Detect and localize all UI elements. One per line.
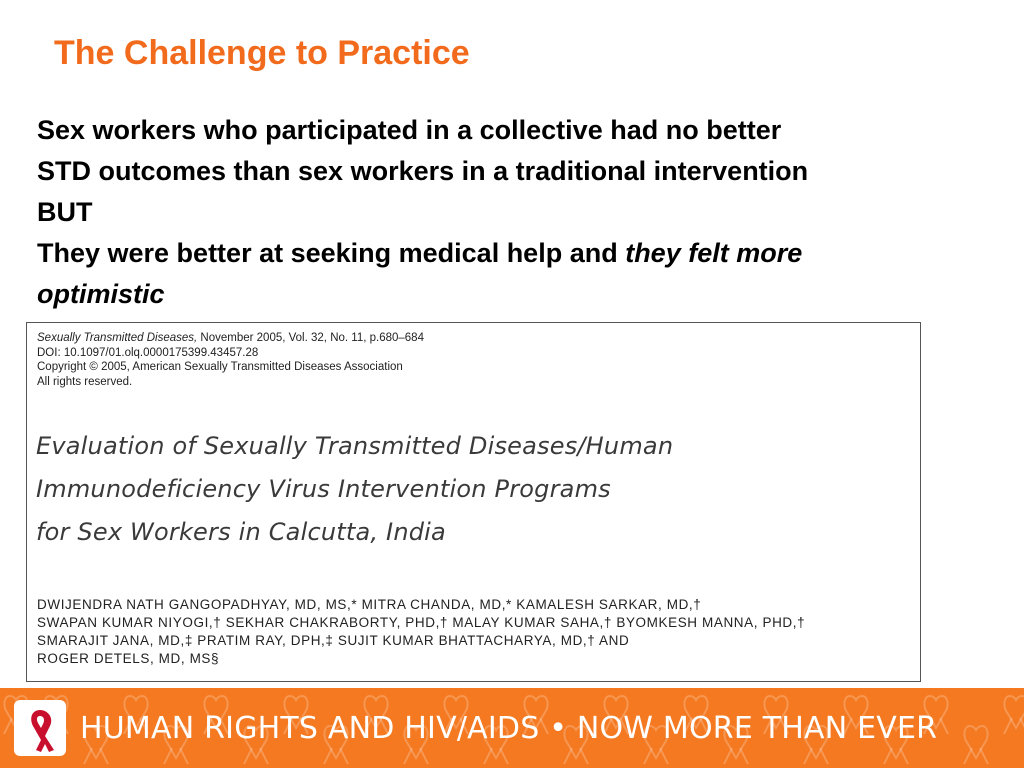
citation-journal: Sexually Transmitted Diseases, bbox=[37, 332, 198, 344]
banner-slogan: HUMAN RIGHTS AND HIV/AIDS • NOW MORE THAN EVER bbox=[80, 711, 938, 746]
citation-doi: DOI: 10.1097/01.olq.0000175399.43457.28 bbox=[37, 346, 259, 359]
slide-body bbox=[37, 110, 1017, 315]
footer-banner bbox=[0, 688, 1024, 768]
body-line-4-italic: they felt more bbox=[625, 238, 803, 268]
author-line: SMARAJIT JANA, MD,‡ PRATIM RAY, DPH,‡ SUJIT KUMAR BHATTACHARYA, MD,† AND bbox=[37, 633, 630, 648]
paper-title-line: Immunodeficiency Virus Intervention Programs bbox=[36, 475, 611, 503]
citation-journal-line bbox=[37, 331, 424, 346]
red-ribbon-icon bbox=[14, 700, 66, 756]
author-line: ROGER DETELS, MD, MS§ bbox=[37, 651, 220, 666]
logo-box bbox=[14, 700, 66, 756]
slide-title: The Challenge to Practice bbox=[54, 34, 470, 72]
citation-issue: November 2005, Vol. 32, No. 11, p.680–684 bbox=[197, 332, 424, 344]
citation-rights: All rights reserved. bbox=[37, 375, 133, 388]
paper-excerpt bbox=[26, 322, 921, 682]
paper-authors bbox=[37, 596, 805, 668]
paper-title-line: for Sex Workers in Calcutta, India bbox=[36, 518, 446, 546]
body-line-4 bbox=[37, 233, 1017, 274]
paper-title bbox=[36, 425, 673, 554]
paper-citation bbox=[37, 331, 424, 389]
body-line-3: BUT bbox=[37, 197, 93, 227]
paper-title-line: Evaluation of Sexually Transmitted Diseases/Human bbox=[36, 432, 674, 460]
author-line: SWAPAN KUMAR NIYOGI,† SEKHAR CHAKRABORTY, PHD,† MALAY KUMAR SAHA,† BYOMKESH MANNA, PHD,† bbox=[37, 615, 806, 630]
body-line-4-plain: They were better at seeking medical help and bbox=[37, 238, 626, 268]
body-line-5: optimistic bbox=[37, 279, 165, 309]
body-line-2: STD outcomes than sex workers in a traditional intervention bbox=[37, 156, 809, 186]
author-line: DWIJENDRA NATH GANGOPADHYAY, MD, MS,* MITRA CHANDA, MD,* KAMALESH SARKAR, MD,† bbox=[37, 597, 702, 612]
citation-copyright: Copyright © 2005, American Sexually Transmitted Diseases Association bbox=[37, 361, 403, 373]
body-line-1: Sex workers who participated in a collective had no better bbox=[37, 115, 782, 145]
